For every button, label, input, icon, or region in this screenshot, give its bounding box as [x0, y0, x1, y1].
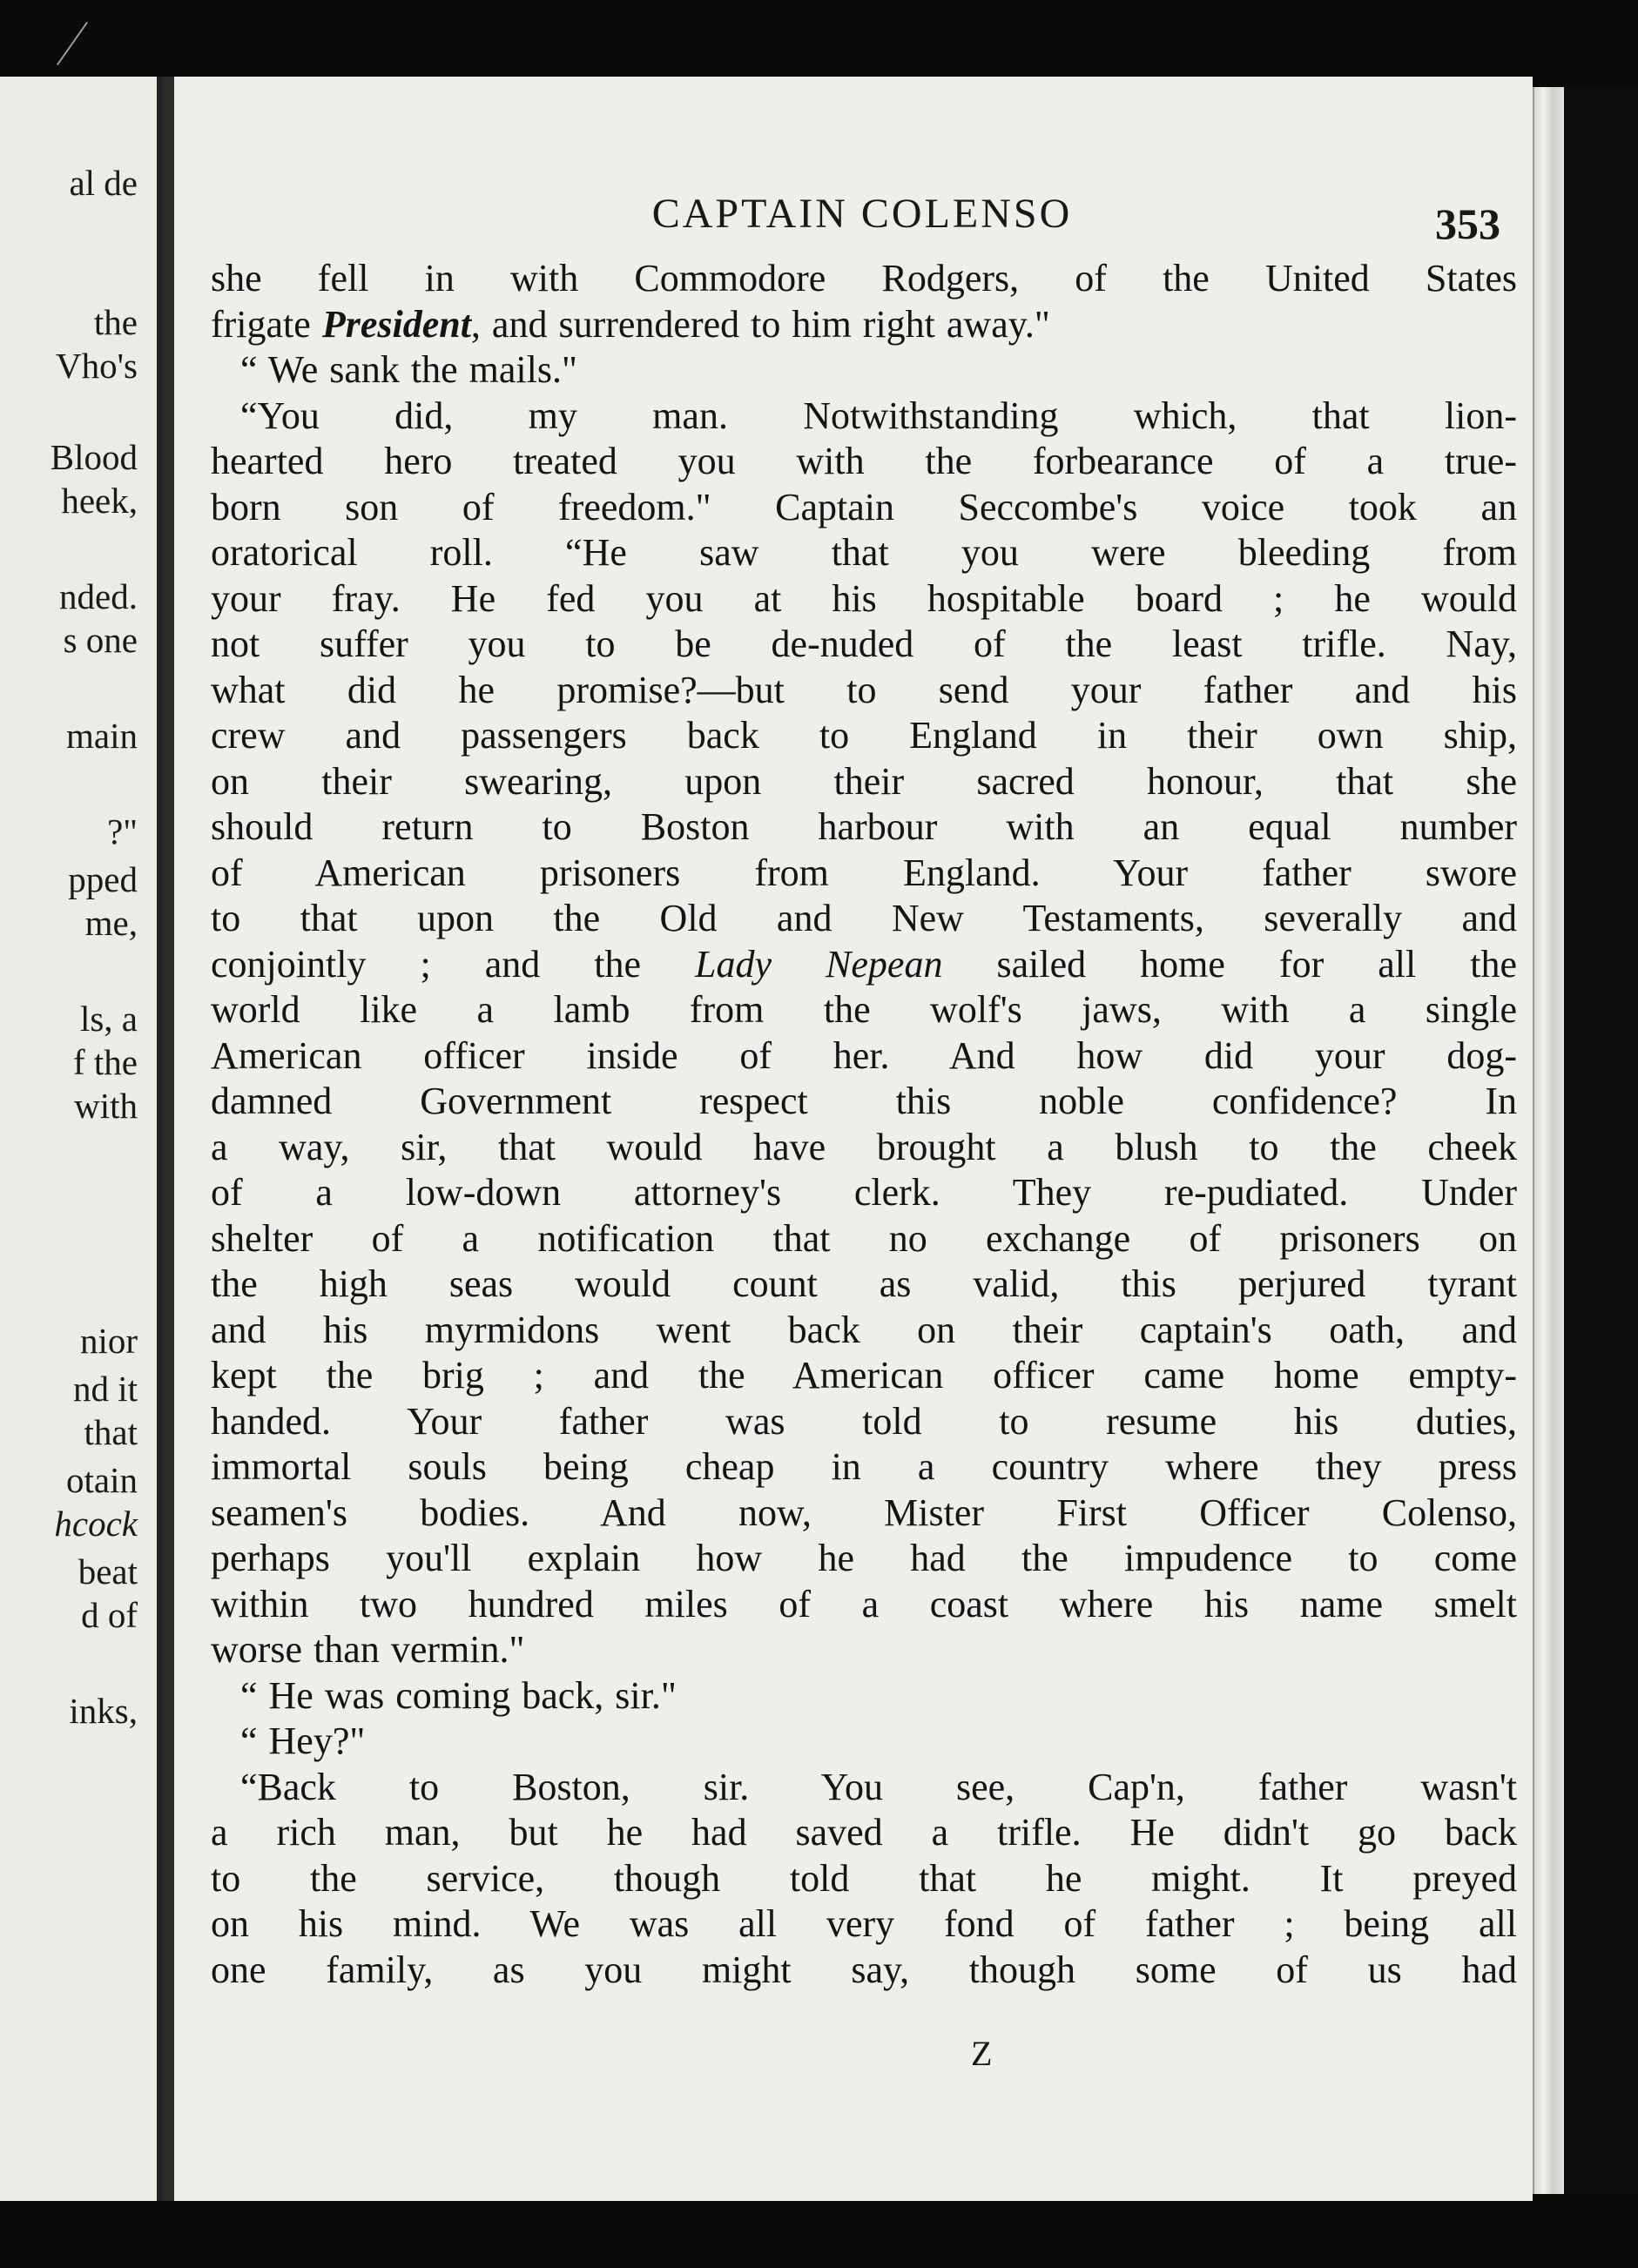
- text-span: to the service, though told that he might. It preyed: [211, 1856, 1517, 1900]
- facing-page-fragment: that: [84, 1412, 138, 1452]
- facing-page: [0, 77, 162, 2201]
- italic-ship-name: President: [321, 302, 471, 346]
- text-line: [211, 302, 1517, 348]
- text-line: [211, 987, 1517, 1033]
- text-line: [211, 713, 1517, 759]
- facing-page-fragment: main: [66, 716, 138, 756]
- text-line: [211, 530, 1517, 576]
- facing-page-fragment: nded.: [59, 576, 138, 616]
- text-span: sailed home for all the: [942, 942, 1518, 986]
- facing-page-fragment: d of: [81, 1595, 138, 1635]
- text-span: a rich man, but he had saved a trifle. He didn't go back: [211, 1811, 1517, 1854]
- text-line: [211, 1308, 1517, 1354]
- facing-page-fragment: hcock: [54, 1504, 138, 1544]
- facing-page-fragment: otain: [66, 1460, 138, 1500]
- facing-page-fragment: ls, a: [79, 999, 138, 1039]
- text-span: American officer inside of her. And how did your dog-: [211, 1033, 1517, 1077]
- facing-page-fragment: Vho's: [56, 346, 138, 386]
- text-line: [211, 1810, 1517, 1856]
- facing-page-fragment: al de: [69, 163, 138, 203]
- text-line: [211, 347, 1517, 394]
- text-span: to that upon the Old and New Testaments, severally and: [211, 897, 1517, 939]
- page-number: 353: [1435, 199, 1500, 248]
- book-page: [174, 77, 1533, 2201]
- text-span: , and surrendered to him right away.": [470, 302, 1050, 346]
- book-gutter: [162, 77, 174, 2201]
- text-span: the high seas would count as valid, this perjured tyrant: [211, 1262, 1517, 1305]
- text-line: [211, 851, 1517, 897]
- text-line: [211, 1765, 1517, 1811]
- text-span: seamen's bodies. And now, Mister First Officer Colenso,: [211, 1491, 1517, 1534]
- signature-mark: Z: [971, 2034, 993, 2073]
- text-span: hearted hero treated you with the forbearance of a true-: [211, 440, 1517, 482]
- text-line: [211, 668, 1517, 714]
- facing-page-fragment: beat: [78, 1551, 138, 1592]
- text-span: shelter of a notification that no exchange of prisoners on: [211, 1216, 1517, 1260]
- text-span: “ He was coming back, sir.": [240, 1673, 677, 1717]
- facing-page-fragment: me,: [84, 903, 138, 943]
- text-span: “Back to Boston, sir. You see, Cap'n, father wasn't: [240, 1765, 1517, 1808]
- text-line: [211, 896, 1517, 942]
- text-span: a way, sir, that would have brought a blush to the cheek: [211, 1125, 1517, 1168]
- text-line: [211, 1125, 1517, 1171]
- italic-ship-name: Lady Nepean: [695, 942, 943, 986]
- text-line: [211, 1262, 1517, 1308]
- facing-page-fragment: Blood: [50, 437, 138, 477]
- text-span: on his mind. We was all very fond of father ; being all: [211, 1902, 1517, 1945]
- text-line: [211, 1033, 1517, 1080]
- text-line: [211, 1627, 1517, 1673]
- text-line: [211, 1582, 1517, 1628]
- text-line: [211, 1353, 1517, 1399]
- text-line: [211, 1856, 1517, 1902]
- text-span: oratorical roll. “He saw that you were bleeding from: [211, 531, 1517, 574]
- facing-page-fragment: nior: [79, 1321, 138, 1361]
- body-text: [211, 256, 1517, 1993]
- text-line: [211, 622, 1517, 668]
- text-span: born son of freedom." Captain Seccombe's voice took an: [211, 485, 1517, 528]
- facing-page-fragment: f the: [73, 1042, 138, 1082]
- text-span: worse than vermin.": [211, 1628, 525, 1671]
- page-edge: [1533, 87, 1566, 2194]
- text-span: what did he promise?—but to send your father and his: [211, 668, 1517, 711]
- text-span: damned Government respect this noble confidence? In: [211, 1080, 1517, 1122]
- text-span: and his myrmidons went back on their captain's oath, and: [211, 1308, 1517, 1351]
- text-span: “ Hey?": [240, 1720, 366, 1762]
- text-line: [211, 804, 1517, 851]
- text-span: should return to Boston harbour with an equal number: [211, 805, 1517, 848]
- text-span: of a low-down attorney's clerk. They re-pudiated. Under: [211, 1171, 1517, 1214]
- facing-page-fragment: s one: [63, 620, 138, 660]
- text-span: “You did, my man. Notwithstanding which, that lion-: [240, 394, 1517, 437]
- text-line: [211, 485, 1517, 531]
- text-line: [211, 942, 1517, 988]
- text-span: your fray. He fed you at his hospitable board ; he would: [211, 576, 1517, 620]
- text-span: of American prisoners from England. Your father swore: [211, 851, 1517, 894]
- text-span: one family, as you might say, though some of us had: [211, 1948, 1517, 1991]
- text-line: [211, 576, 1517, 623]
- facing-page-fragment: inks,: [69, 1691, 138, 1731]
- text-line: [211, 1536, 1517, 1582]
- text-line: [211, 1491, 1517, 1537]
- text-line: [211, 1079, 1517, 1125]
- scan-border: [1564, 87, 1638, 2194]
- text-line: [211, 256, 1517, 302]
- facing-page-fragment: with: [74, 1086, 138, 1126]
- text-line: [211, 1901, 1517, 1948]
- text-line: [211, 1170, 1517, 1216]
- text-span: kept the brig ; and the American officer came home empty-: [211, 1354, 1517, 1396]
- text-line: [211, 759, 1517, 805]
- text-span: world like a lamb from the wolf's jaws, with a single: [211, 988, 1517, 1031]
- text-span: conjointly ; and the: [211, 942, 696, 986]
- scan-scratch-mark: [57, 22, 88, 65]
- text-span: crew and passengers back to England in their own ship,: [211, 714, 1517, 757]
- text-span: on their swearing, upon their sacred honour, that she: [211, 759, 1517, 803]
- text-line: [211, 1673, 1517, 1720]
- text-span: frigate: [211, 302, 322, 346]
- facing-page-fragment: the: [93, 302, 138, 342]
- text-span: handed. Your father was told to resume his duties,: [211, 1399, 1517, 1443]
- text-line: [211, 1216, 1517, 1262]
- text-span: immortal souls being cheap in a country where they press: [211, 1445, 1517, 1488]
- text-line: [211, 1719, 1517, 1765]
- facing-page-fragment: heek,: [61, 481, 138, 521]
- facing-page-fragment: pped: [68, 859, 138, 899]
- text-span: perhaps you'll explain how he had the impudence to come: [211, 1537, 1517, 1579]
- text-line: [211, 439, 1517, 485]
- text-line: [211, 394, 1517, 440]
- text-line: [211, 1948, 1517, 1994]
- text-span: she fell in with Commodore Rodgers, of the United States: [211, 257, 1517, 299]
- facing-page-fragment: nd it: [72, 1369, 138, 1409]
- running-head: CAPTAIN COLENSO: [651, 191, 1073, 237]
- text-span: within two hundred miles of a coast where his name smelt: [211, 1582, 1517, 1625]
- text-line: [211, 1444, 1517, 1491]
- text-span: “ We sank the mails.": [240, 348, 577, 391]
- text-line: [211, 1399, 1517, 1445]
- facing-page-fragment: ?": [107, 811, 138, 851]
- text-span: not suffer you to be de-nuded of the least trifle. Nay,: [211, 623, 1517, 665]
